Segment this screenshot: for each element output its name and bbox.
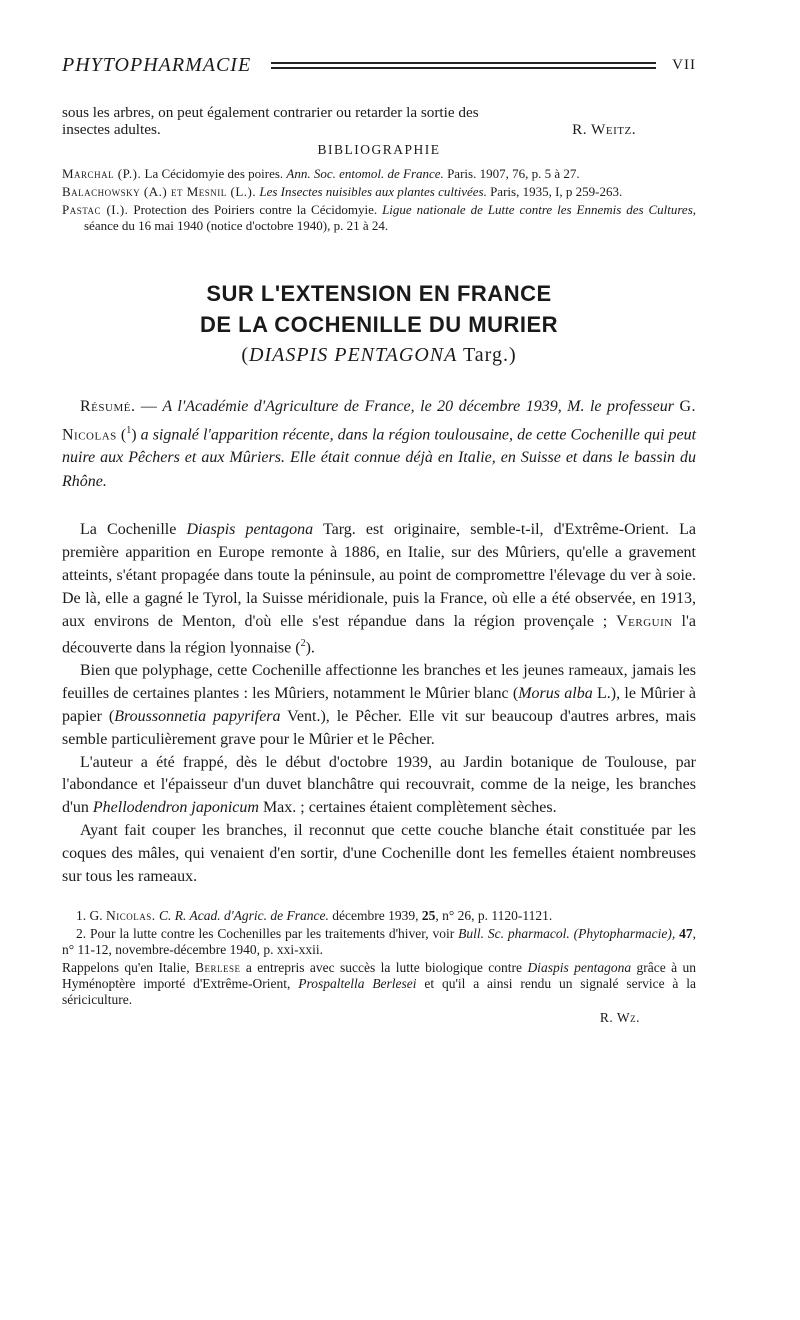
continued-text: insectes adultes.	[62, 121, 161, 138]
article-title	[62, 278, 696, 340]
article-title-line-2: DE LA COCHENILLE DU MURIER	[199, 312, 559, 337]
bib-text: Paris, 1935, I, p 259-263.	[486, 184, 623, 199]
bib-text: Paris. 1907, 76, p. 5 à 27.	[443, 166, 580, 181]
bib-journal: Ann. Soc. entomol. de France.	[286, 166, 444, 181]
bib-author: Balachowsky (A.) et Mesnil (L.).	[62, 184, 257, 199]
text: L.), le Mûrier à papier (	[62, 685, 696, 726]
text: ).	[305, 639, 315, 657]
footnote-signature: R. Wz.	[599, 1010, 640, 1026]
volume-number: 25	[421, 908, 436, 924]
species-name: Broussonnetia papyrifera	[114, 708, 281, 726]
author-signature: R. Weitz.	[572, 121, 636, 138]
bib-author: Marchal (P.).	[62, 166, 142, 181]
subtitle-paren: (	[241, 344, 250, 366]
bibliography-entry	[62, 202, 696, 234]
text: Vent.), le Pêcher. Elle vit sur beaucoup d'autres arbres, mais semble particulièrement grave pour le Mûrier et le Pêcher.	[62, 708, 697, 748]
text: grâce à un Hyménoptère importé d'Extrême-Orient,	[62, 960, 696, 992]
page-header	[62, 48, 696, 82]
abstract-text: A l'Académie d'Agriculture de France, le 20 décembre 1939, M. le professeur	[162, 398, 680, 415]
author-name: Verguin	[616, 612, 673, 630]
abstract-author: G. Nicolas	[62, 398, 696, 443]
footnote-ref: 1	[126, 424, 132, 436]
text: décembre 1939,	[328, 908, 422, 924]
text: 1. G.	[76, 908, 106, 924]
continued-paragraph-line: sous les arbres, on peut également contrarier ou retarder la sortie des	[62, 104, 479, 121]
text: , n° 26, p. 1120-1121.	[435, 908, 553, 924]
text: a entrepris avec succès la lutte biologique contre	[240, 960, 528, 976]
abstract-dash: —	[135, 398, 163, 415]
author-name: Berlese	[194, 960, 241, 976]
journal-name: Bull. Sc. pharmacol. (Phytopharmacie),	[458, 926, 676, 942]
subtitle-authority: Targ.)	[457, 344, 517, 366]
continued-paragraph-end	[62, 121, 696, 138]
bib-journal: Ligue nationale de Lutte contre les Ennemis des Cultures,	[382, 202, 696, 217]
text: Rappelons qu'en Italie,	[62, 960, 195, 976]
species-name: DIASPIS PENTAGONA	[249, 344, 458, 366]
bibliography-list	[62, 166, 696, 234]
header-double-rule	[271, 62, 656, 69]
document-page	[62, 48, 696, 1026]
bibliography-entry	[62, 166, 696, 182]
article-subtitle	[62, 344, 696, 367]
text: Targ. est originaire, semble-t-il, d'Extrême-Orient. La première apparition en Europe remonte à 1886, en Italie, sur des Mûriers, qu'elle a gravement atteints, s'étant propagée dans toute la péninsule, au point de compromettre l'élevage du ver à soie. De là, elle a gagné le Tyrol, la Suisse méridionale, puis la France, où elle a été observée, en 1913, aux environs de Menton, d'où elle s'est répandue dans la région provençale ;	[62, 521, 696, 630]
text: l'a découverte dans la région lyonnaise (	[62, 612, 696, 657]
text: L'auteur a été frappé, dès le début d'octobre 1939, au Jardin botanique de Toulouse, par l'abondance et l'épaisseur d'un duvet blanchâtre qui recouvrait, comme de la neige, les branches d'un	[62, 753, 696, 817]
article-abstract: Résumé. — A l'Académie d'Agriculture de France, le 20 décembre 1939, M. le professeur G. Nicolas ($^1$) a signalé l'apparition récente, dans la région toulousaine, de cette Cochenille qui peut nuire aux Pêchers et aux Mûriers. Elle était connue déjà en Italie, en Suisse et dans le bassin du Rhône.	[62, 398, 697, 490]
running-title: PHYTOPHARMACIE	[62, 53, 252, 76]
body-paragraph	[62, 519, 696, 660]
text: 2. Pour la lutte contre les Cochenilles par les traitements d'hiver, voir	[76, 926, 459, 942]
body-paragraph: Ayant fait couper les branches, il reconnut que cette couche blanche était constituée par les coques des mâles, qui venaient d'en sortir, d'une Cochenille dont les femelles étaient nombreuses sur tous les rameaux.	[62, 822, 696, 885]
bib-title: Les Insectes nuisibles aux plantes cultivées.	[259, 184, 487, 199]
body-paragraph	[62, 660, 696, 751]
article-title-line-1: SUR L'EXTENSION EN FRANCE	[206, 281, 552, 306]
footnotes	[62, 908, 696, 1026]
author-name: Nicolas.	[106, 908, 156, 924]
footnote	[62, 960, 696, 1008]
species-name: Diaspis pentagona	[527, 960, 632, 976]
bib-author: Pastac (I.).	[62, 202, 129, 217]
species-name: Phellodendron japonicum	[92, 799, 259, 817]
footnote	[62, 926, 696, 958]
volume-number: 47	[679, 926, 693, 942]
bibliography-title: BIBLIOGRAPHIE	[317, 142, 441, 157]
bib-text: Protection des Poiriers contre la Cécidomyie.	[128, 202, 383, 217]
text: Bien que polyphage, cette Cochenille affectionne les branches et les jeunes rameaux, jamais les feuilles de certaines plantes : les Mûriers, notamment le Mûrier blanc (	[62, 662, 696, 703]
abstract-label: Résumé.	[80, 398, 136, 415]
species-name: Prospaltella Berlesei	[298, 976, 417, 992]
bib-text: La Cécidomyie des poires.	[141, 166, 287, 181]
bibliography-entry	[62, 184, 696, 200]
text: Max. ; certaines étaient complètement sèches.	[258, 799, 557, 817]
footnote	[62, 908, 696, 924]
text: et qu'il a ainsi rendu un signalé service à la sériciculture.	[62, 976, 696, 1008]
species-name: Diaspis pentagona	[186, 521, 314, 539]
text: , n° 11-12, novembre-décembre 1940, p. xxi-xxii.	[62, 926, 697, 958]
journal-name: C. R. Acad. d'Agric. de France.	[155, 908, 329, 924]
bib-text: séance du 16 mai 1940 (notice d'octobre 1940), p. 21 à 24.	[84, 218, 389, 233]
footnote-ref: 2	[300, 638, 306, 650]
abstract-text: a signalé l'apparition récente, dans la région toulousaine, de cette Cochenille qui peut nuire aux Pêchers et aux Mûriers. Elle était connue déjà en Italie, en Suisse et dans le bassin du Rhône.	[62, 425, 697, 490]
species-name: Morus alba	[518, 685, 593, 703]
body-paragraph	[62, 752, 696, 820]
page-number: VII	[672, 56, 696, 73]
text: La Cochenille	[80, 521, 187, 539]
